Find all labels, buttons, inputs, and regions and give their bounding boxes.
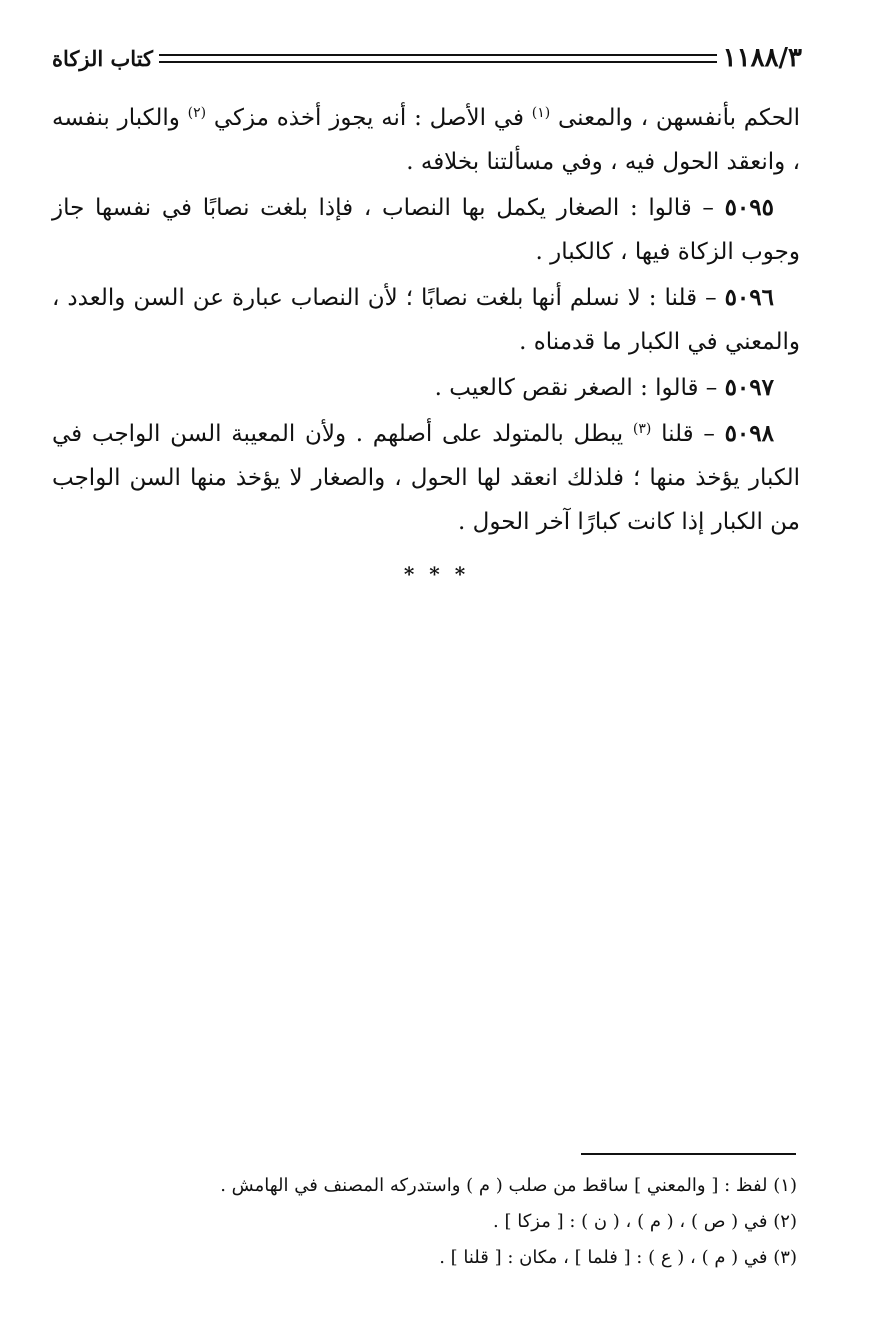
text-run: – قلنا (651, 421, 725, 447)
main-text (52, 96, 800, 546)
paragraph (52, 366, 800, 410)
text-run: – قالوا : الصغر نقص كالعيب . (434, 375, 725, 401)
book-title: كتاب الزكاة (52, 45, 154, 71)
paragraph-number: ٥٠٩٥ (724, 194, 774, 221)
text-run: الحكم بأنفسهن ، والمعنى (550, 105, 800, 131)
footnote-item: (٢) في ( ص ) ، ( م ) ، ( ن ) : [ مزكا ] . (493, 1211, 797, 1232)
text-run: – قلنا : لا نسلم أنها بلغت نصابًا ؛ لأن النصاب عبارة عن السن والعدد ، والمعني في الكبار ما قدمناه . (52, 285, 800, 355)
text-run: في الأصل : أنه يجوز أخذه مزكي (206, 105, 532, 131)
paragraph (52, 412, 800, 544)
text-run: – قالوا : الصغار يكمل بها النصاب ، فإذا بلغت نصابًا في نفسها جاز وجوب الزكاة فيها ، كالكبار . (52, 195, 800, 265)
footnotes (52, 1168, 797, 1276)
section-separator: * * * (403, 562, 470, 586)
page-number: ١١٨٨/٣ (722, 43, 802, 73)
paragraph-number: ٥٠٩٨ (724, 420, 774, 447)
footnote-item: (١) لفظ : [ والمعني ] ساقط من صلب ( م ) واستدركه المصنف في الهامش . (220, 1175, 797, 1196)
page-header (52, 38, 802, 78)
text-run: والكبار بنفسه ، وانعقد الحول فيه ، وفي مسألتنا بخلافه . (52, 105, 800, 175)
footnote-rule (581, 1153, 796, 1155)
header-rule (159, 54, 717, 63)
paragraph (52, 96, 800, 184)
paragraph (52, 186, 800, 274)
footnote-item: (٣) في ( م ) ، ( ع ) : [ فلما ] ، مكان : [ قلنا ] . (439, 1247, 797, 1268)
paragraph-number: ٥٠٩٦ (724, 284, 774, 311)
paragraph (52, 276, 800, 364)
footnote-ref: (١) (531, 105, 551, 121)
footnote-ref: (٣) (632, 421, 652, 437)
footnote-ref: (٢) (187, 105, 207, 121)
text-run: يبطل بالمتولد على أصلهم . ولأن المعيبة السن الواجب في الكبار يؤخذ منها ؛ فلذلك انعقد لها الحول ، والصغار لا يؤخذ منها السن الواجب من الكبار إذا كانت كبارًا آخر الحول . (52, 421, 800, 535)
paragraph-number: ٥٠٩٧ (724, 374, 774, 401)
